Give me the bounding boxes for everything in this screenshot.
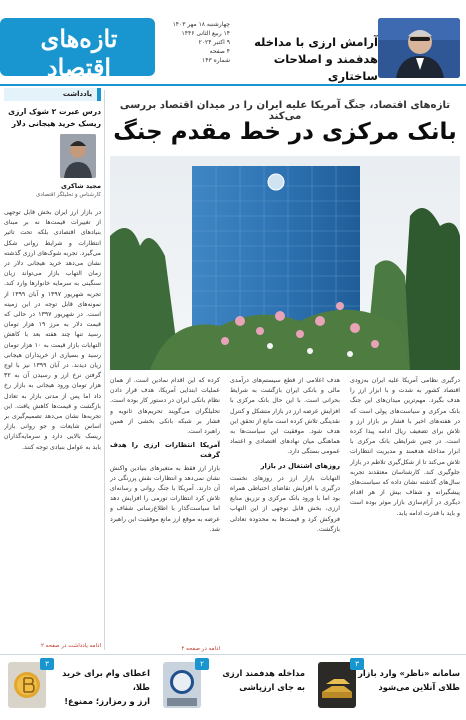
body-column-3-text: کرده که این اقدام نمادین است. از همان عملیات ابتدایی آمریکا، هدف قرار دادن نظام بانکی ایران در دستور کار بوده است. تحلیلگران می‌گویند تحریم‌های ثانویه و فشار بر شبکه بانکی بخشی از همین راهبرد است.: [110, 377, 220, 436]
teaser-strip: [0, 658, 466, 718]
issue-pages: ۴ صفحه: [209, 48, 230, 55]
issue-number: شماره ۱۴۳: [202, 57, 230, 64]
issue-date-persian: چهارشنبه ۱۸ مهر ۱۴۰۳: [172, 21, 230, 28]
top-headline-photo[interactable]: [378, 18, 460, 78]
body-subhead-1: روزهای اشتغال در بازار: [260, 461, 340, 470]
body-column-3-text-b: بازار ارز فقط به متغیرهای بنیادین واکنش نشان نمی‌دهد و انتظارات نقش پررنگی در آن دارند. آمریکا با جنگ روانی و رسانه‌ای تلاش کرد انتظارات تورمی را افزایش دهد اما سیاست‌گذار با اطلاع‌رسانی شفاف و عرضه به موقع ارز مانع موفقیت این راهبرد شد.: [110, 464, 220, 533]
masthead-rule: [0, 84, 466, 86]
top-headline-line1: آرامش ارزی با مداخله: [254, 35, 378, 49]
teaser-targeted-intervention[interactable]: [161, 658, 311, 716]
column-divider: [104, 90, 105, 650]
issue-date-hijri: ۱۴ ربیع الثانی ۱۴۴۶: [181, 30, 230, 37]
body-column-1: [350, 376, 460, 644]
top-headline-line2: هدفمند و اصلاحات ساختاری: [273, 52, 378, 83]
teaser-headline-line1: سامانه «ناظر» وارد بازار: [358, 668, 460, 678]
main-headline[interactable]: بانک مرکزی در خط مقدم جنگ: [113, 119, 457, 145]
teaser-page-badge: ۳: [350, 658, 364, 670]
sidebar-title[interactable]: [4, 106, 101, 130]
teaser-page-badge: ۳: [40, 658, 54, 670]
teaser-headline: [201, 666, 305, 694]
author-role: کارشناس و تحلیلگر اقتصادی: [36, 192, 101, 198]
opinion-sidebar: [4, 88, 101, 656]
body-column-2-text-b: التهابات بازار ارز در روزهای نخست درگیری با افزایش تقاضای احتیاطی همراه بود اما با ورود بانک مرکزی و تزریق منابع ارزی، بخش قابل توجهی از این التهاب فروکش کرد و قیمت‌ها به محدوده تعادلی بازگشت.: [230, 474, 340, 533]
body-column-2: [230, 376, 340, 644]
sidebar-title-line1: درس عبرت ۲ شوک ارزی: [8, 107, 101, 116]
central-bank-photo: [110, 156, 460, 370]
body-column-2-text: هدف اعلامی از قطع سیستم‌های درآمدی مالی و بانکی ایران بازگشت به شرایط بحرانی است. با این حال بانک مرکزی با افزایش عرضه ارز در بازار متشکل و کنترل نقدینگی تلاش کرده است مانع از تحقق این هدف شود. موفقیت این سیاست‌ها به هماهنگی میان نهادهای اقتصادی و اعتماد عمومی بستگی دارد.: [230, 377, 340, 456]
sidebar-continue-link[interactable]: ادامه یادداشت در صفحه ۲: [40, 643, 101, 649]
main-kicker: تازه‌های اقتصاد، جنگ آمریکا علیه ایران را در میدان اقتصاد بررسی می‌کند: [119, 100, 451, 122]
body-column-1-text: درگیری نظامی آمریکا علیه ایران به‌زودی اقتصاد کشور به شدت و با ابزار ارز را هدف بگیرد. مهم‌ترین میدان‌های این جنگ بانک مرکزی و سیاست‌های پولی است که در هفته‌های اخیر با فشار بر بازار ارز و تلاش برای تضعیف ریال ادامه پیدا کرده است. در چنین شرایطی بانک مرکزی با ابزار مداخله هدفمند و مدیریت انتظارات تلاش می‌کند تا از شکل‌گیری تلاطم در بازار جلوگیری کند. کارشناسان معتقدند تجربه سال‌های گذشته نشان داده که سیاست‌های پیشگیرانه و شفاف بیش از هر اقدام دیگری در آرام‌سازی بازار موثر بوده است و باید با قدرت ادامه یابد.: [350, 377, 460, 517]
issue-date-gregorian: ۹ اکتبر ۲۰۲۴: [198, 39, 230, 46]
teaser-gold-online[interactable]: [316, 658, 466, 716]
teaser-headline-line2: به جای ارزپاشی: [239, 682, 305, 692]
teaser-page-badge: ۲: [195, 658, 209, 670]
teaser-headline-line1: مداخله هدفمند ارزی: [222, 668, 305, 678]
sidebar-tag: یادداشت: [4, 88, 101, 101]
top-headline[interactable]: [228, 34, 378, 85]
masthead: [0, 0, 466, 82]
teaser-headline-line2: ارز و رمزارز؛ ممنوع!: [64, 696, 150, 706]
main-body: [110, 376, 460, 644]
sidebar-title-line2: ریسک خرید هیجانی دلار: [11, 119, 101, 128]
teaser-headline-line1: اعطای وام برای خرید طلا،: [62, 668, 150, 692]
author-name: مجید شاکری: [61, 182, 101, 190]
body-subhead-2: آمریکا انتظارات ارزی را هدف گرفت: [110, 441, 220, 460]
author-avatar: [60, 134, 96, 178]
logo-text: تازه‌های اقتصاد: [40, 24, 118, 82]
issue-info: [158, 20, 230, 65]
main-continue-link[interactable]: ادامه در صفحه ۴: [181, 646, 220, 652]
teaser-loan-ban[interactable]: [6, 658, 156, 716]
newspaper-logo[interactable]: [0, 18, 155, 82]
teaser-headline-line2: طلای آنلاین می‌شود: [378, 682, 460, 692]
footer-rule: [0, 654, 466, 655]
teaser-headline: [356, 666, 460, 694]
sidebar-body: در بازار ارز ایران بخش قابل توجهی از تغییرات قیمت‌ها نه بر مبنای بنیادهای اقتصادی بلکه تحت تاثیر انتظارات و شرایط روانی شکل می‌گیرد. تجربه شوک‌های ارزی گذشته نشان می‌دهد خرید هیجانی دلار در زمان التهاب بازار می‌تواند زیان سنگینی به سرمایه خانوارها وارد کند. تجربه شهریور ۱۳۹۷ و آبان ۱۳۹۹ از نمونه‌های قابل توجه در این زمینه است. در شهریور ۱۳۹۷ در حالی که قیمت دلار به مرز ۱۹ هزار تومان رسید تنها چند هفته بعد با کاهش التهابات بازار قیمت به ۱۰ هزار تومان رسید و بسیاری از خریداران هیجانی زیان دیدند. در آبان ۱۳۹۹ نیز با اوج گرفتن نرخ ارز و رسیدن آن به ۳۲ هزار تومان ورود هیجانی به بازار رخ داد اما پس از مدتی بازار به تعادل بازگشت و قیمت‌ها کاهش یافت. این تجربه‌ها نشان می‌دهد تصمیم‌گیری بر اساس شایعات و جو روانی بازار ریسک بالایی دارد و سرمایه‌گذاران باید به عوامل بنیادی توجه کنند.: [4, 209, 101, 451]
body-column-3: [110, 376, 220, 644]
teaser-headline: [46, 666, 150, 708]
